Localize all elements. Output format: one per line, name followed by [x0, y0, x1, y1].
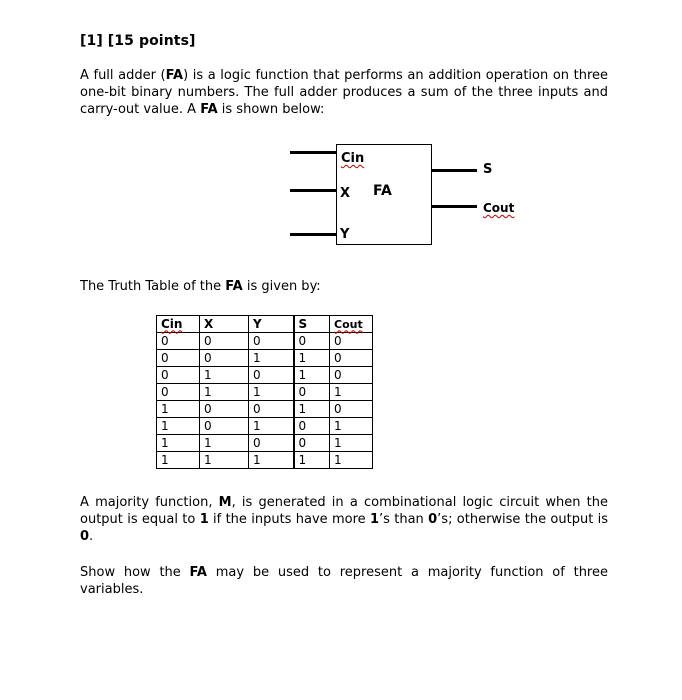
table-cell: 1	[200, 384, 249, 401]
table-cell: 0	[157, 367, 200, 384]
question-heading: [1] [15 points]	[80, 33, 196, 49]
table-cell: 1	[330, 384, 373, 401]
table-cell: 0	[200, 418, 249, 435]
table-cell: 1	[249, 418, 294, 435]
truth-table-intro	[80, 278, 608, 295]
table-cell: 0	[330, 350, 373, 367]
table-cell: 0	[294, 333, 330, 350]
header-cin: Cin	[157, 316, 200, 333]
table-row	[157, 452, 373, 469]
table-cell: 1	[330, 418, 373, 435]
table-cell: 0	[294, 384, 330, 401]
maj-m: M	[218, 495, 232, 510]
table-cell: 1	[294, 367, 330, 384]
table-cell: 0	[330, 401, 373, 418]
table-cell: 0	[249, 367, 294, 384]
table-cell: 1	[157, 435, 200, 452]
fa-block-label: FA	[373, 183, 392, 199]
header-y: Y	[249, 316, 294, 333]
table-row	[157, 333, 373, 350]
maj-text-6: .	[89, 529, 94, 544]
table-cell: 1	[249, 384, 294, 401]
intro-fa-2: FA	[200, 102, 218, 117]
table-row	[157, 367, 373, 384]
table-cell: 1	[330, 435, 373, 452]
header-x: X	[200, 316, 249, 333]
cin-input-label: Cin	[341, 151, 365, 166]
maj-text-3: if the inputs have more	[208, 512, 370, 527]
table-cell: 1	[200, 367, 249, 384]
table-cell: 0	[200, 350, 249, 367]
task-fa: FA	[189, 565, 207, 580]
maj-text-1: A majority function,	[80, 495, 219, 510]
y-input-label: Y	[340, 227, 350, 242]
table-cell: 0	[249, 333, 294, 350]
table-cell: 1	[330, 452, 373, 469]
table-cell: 1	[294, 452, 330, 469]
task-text-2: may be used to represent a majority function of three variables.	[80, 565, 608, 597]
maj-one-1: 1	[199, 512, 209, 527]
table-cell: 1	[200, 435, 249, 452]
x-input-wire	[290, 189, 337, 192]
table-row	[157, 418, 373, 435]
x-input-label: X	[340, 186, 351, 201]
s-output-wire	[432, 169, 477, 172]
table-cell: 0	[294, 435, 330, 452]
table-cell: 0	[157, 333, 200, 350]
table-cell: 0	[330, 367, 373, 384]
cin-input-wire	[290, 151, 337, 154]
table-cell: 0	[157, 350, 200, 367]
table-row	[157, 435, 373, 452]
table-cell: 1	[249, 350, 294, 367]
maj-zero-1: 0	[428, 512, 438, 527]
maj-zero-2: 0	[80, 529, 90, 544]
table-cell: 1	[200, 452, 249, 469]
header-s: S	[294, 316, 330, 333]
table-cell: 1	[157, 452, 200, 469]
table-cell: 1	[249, 452, 294, 469]
cout-output-wire	[432, 205, 477, 208]
maj-text-2: , is generated in a combinational logic circuit when the output is equal to	[80, 495, 608, 527]
intro-text-2: ) is a logic function that performs an addition operation on three one-bit binary numbers. The full adder produces a sum of the three inputs and carry-out value. A	[80, 68, 608, 117]
table-cell: 0	[249, 435, 294, 452]
tt-intro-text-2: is given by:	[242, 279, 321, 294]
table-row	[157, 384, 373, 401]
y-input-wire	[290, 233, 337, 236]
table-cell: 0	[157, 384, 200, 401]
maj-text-4: ’s than	[379, 512, 429, 527]
table-cell: 1	[157, 418, 200, 435]
table-cell: 1	[294, 401, 330, 418]
maj-one-2: 1	[369, 512, 380, 527]
header-cout: Cout	[330, 316, 373, 333]
intro-text-1: A full adder (	[80, 68, 166, 83]
table-row	[157, 401, 373, 418]
s-output-label: S	[483, 162, 493, 177]
intro-paragraph	[80, 67, 608, 118]
table-cell: 1	[157, 401, 200, 418]
truth-table-header-row	[157, 316, 373, 333]
majority-paragraph	[80, 494, 608, 545]
truth-table	[156, 315, 373, 469]
table-cell: 1	[294, 350, 330, 367]
task-paragraph	[80, 564, 608, 598]
table-cell: 0	[330, 333, 373, 350]
table-cell: 0	[200, 333, 249, 350]
cout-output-label: Cout	[483, 201, 515, 215]
tt-intro-text-1: The Truth Table of the	[80, 279, 226, 294]
intro-text-3: is shown below:	[217, 102, 325, 117]
task-text-1: Show how the	[80, 565, 190, 580]
table-cell: 0	[294, 418, 330, 435]
table-cell: 0	[200, 401, 249, 418]
table-cell: 0	[249, 401, 294, 418]
tt-intro-fa: FA	[225, 279, 243, 294]
intro-fa-1: FA	[165, 68, 184, 83]
maj-text-5: ’s; otherwise the output is	[437, 512, 608, 527]
table-row	[157, 350, 373, 367]
